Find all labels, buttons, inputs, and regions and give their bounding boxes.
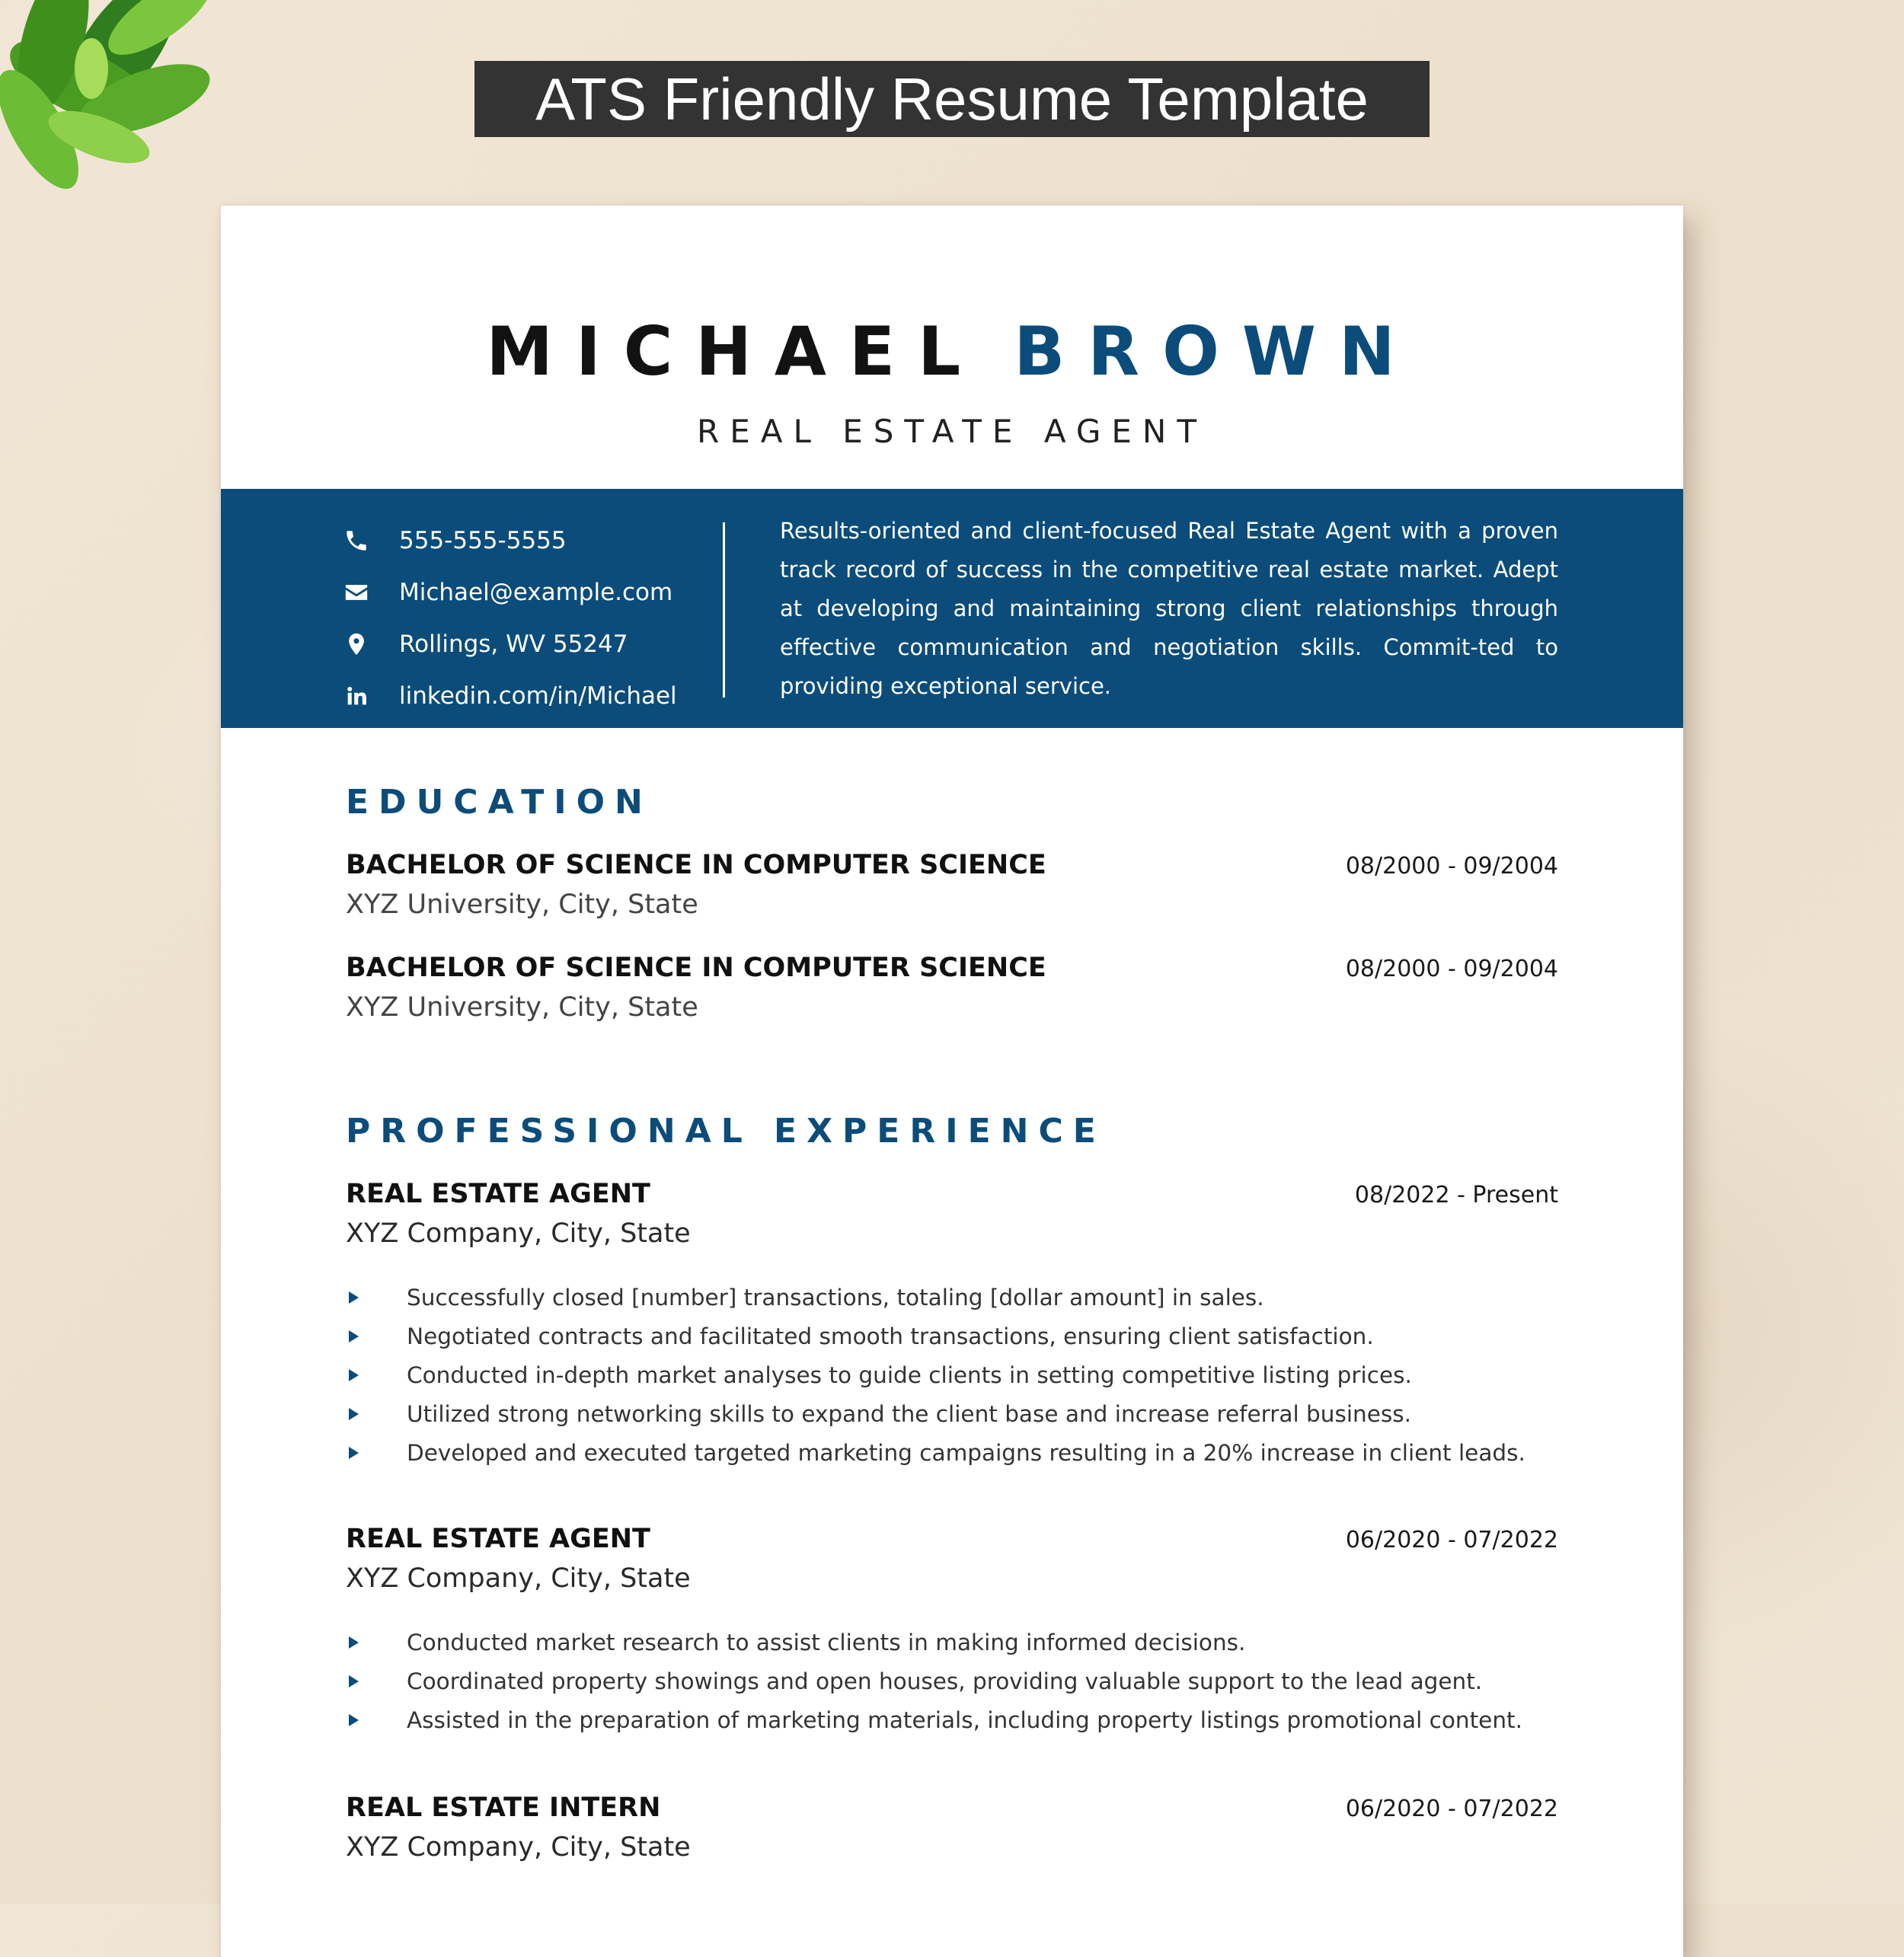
achievement-text: Utilized strong networking skills to expand the client base and increase referral business. <box>407 1400 1412 1427</box>
experience-entry-header <box>346 1524 1558 1554</box>
experience-dates: 06/2020 - 07/2022 <box>1345 1796 1558 1822</box>
last-name: BROWN <box>1014 312 1418 391</box>
achievement-text: Successfully closed [number] transactions, totaling [dollar amount] in sales. <box>407 1284 1264 1311</box>
first-name: MICHAEL <box>486 312 984 391</box>
email-text: Michael@example.com <box>399 579 673 606</box>
position-title: REAL ESTATE AGENT <box>346 1179 650 1209</box>
experience-entry <box>346 1179 1558 1472</box>
education-dates: 08/2000 - 09/2004 <box>1345 956 1558 982</box>
degree-title: BACHELOR OF SCIENCE IN COMPUTER SCIENCE <box>346 953 1046 983</box>
leaf-group <box>0 0 223 200</box>
phone-text: 555-555-5555 <box>399 527 567 554</box>
achievement-text: Developed and executed targeted marketing campaigns resulting in a 20% increase in client leads. <box>407 1439 1525 1466</box>
education-dates: 08/2000 - 09/2004 <box>1345 853 1558 880</box>
bullet-arrow-icon <box>349 1714 359 1726</box>
profile-summary: Results-oriented and client-focused Real Estate Agent with a proven track record of success in the competitive real estate market. Adept at developing and maintaining strong client relationships through effective communication and negotiation skills. Commit-ted to providing exceptional service. <box>780 518 1558 699</box>
achievement-item <box>346 1278 1558 1317</box>
achievement-text: Conducted in-depth market analyses to guide clients in setting competitive listing prices. <box>407 1362 1412 1388</box>
achievement-item <box>346 1433 1558 1472</box>
experience-heading: PROFESSIONAL EXPERIENCE <box>346 1112 1106 1151</box>
education-entry-header <box>346 953 1558 983</box>
company-name: XYZ Company, City, State <box>346 1218 691 1249</box>
achievement-item <box>346 1623 1558 1662</box>
experience-entry <box>346 1793 1558 1863</box>
linkedin-icon <box>343 682 370 710</box>
contact-location <box>343 618 677 670</box>
education-entry <box>346 953 1558 1023</box>
job-title: REAL ESTATE AGENT <box>697 413 1207 450</box>
education-entry-header <box>346 850 1558 880</box>
bullet-arrow-icon <box>349 1408 359 1420</box>
achievement-item <box>346 1700 1558 1739</box>
bullet-arrow-icon <box>349 1675 359 1687</box>
contact-summary-band <box>221 489 1683 728</box>
banner-title: ATS Friendly Resume Template <box>474 61 1430 137</box>
education-heading: EDUCATION <box>346 783 653 822</box>
position-title: REAL ESTATE AGENT <box>346 1524 650 1554</box>
experience-entry-header <box>346 1793 1558 1823</box>
location-text: Rollings, WV 55247 <box>399 631 628 658</box>
candidate-name <box>221 312 1683 391</box>
company-name: XYZ Company, City, State <box>346 1832 691 1863</box>
bullet-arrow-icon <box>349 1447 359 1459</box>
degree-title: BACHELOR OF SCIENCE IN COMPUTER SCIENCE <box>346 850 1046 880</box>
achievement-list <box>346 1278 1558 1472</box>
email-icon <box>343 579 370 606</box>
experience-dates: 06/2020 - 07/2022 <box>1345 1527 1558 1553</box>
achievement-item <box>346 1317 1558 1355</box>
education-entry <box>346 850 1558 920</box>
plant-decoration <box>0 0 289 228</box>
contact-email <box>343 567 677 618</box>
resume-page <box>221 206 1683 1957</box>
contact-linkedin <box>343 670 677 722</box>
bullet-arrow-icon <box>349 1636 359 1649</box>
contact-phone <box>343 515 677 567</box>
band-divider <box>723 522 725 698</box>
achievement-item <box>346 1355 1558 1394</box>
location-pin-icon <box>343 631 370 658</box>
company-name: XYZ Company, City, State <box>346 1563 691 1594</box>
linkedin-text: linkedin.com/in/Michael <box>399 682 677 710</box>
achievement-text: Conducted market research to assist clients in making informed decisions. <box>407 1629 1246 1655</box>
bullet-arrow-icon <box>349 1291 359 1304</box>
achievement-item <box>346 1394 1558 1433</box>
achievement-text: Coordinated property showings and open houses, providing valuable support to the lead agent. <box>407 1668 1483 1694</box>
school-name: XYZ University, City, State <box>346 889 698 920</box>
school-name: XYZ University, City, State <box>346 992 698 1023</box>
position-title: REAL ESTATE INTERN <box>346 1793 661 1823</box>
bullet-arrow-icon <box>349 1369 359 1381</box>
achievement-list <box>346 1623 1558 1739</box>
achievement-text: Assisted in the preparation of marketing materials, including property listings promotional content. <box>407 1706 1522 1733</box>
achievement-item <box>346 1662 1558 1700</box>
bullet-arrow-icon <box>349 1330 359 1342</box>
experience-dates: 08/2022 - Present <box>1354 1182 1558 1208</box>
experience-entry-header <box>346 1179 1558 1209</box>
contact-list <box>343 515 677 722</box>
experience-entry <box>346 1524 1558 1739</box>
phone-icon <box>343 527 370 554</box>
achievement-text: Negotiated contracts and facilitated smooth transactions, ensuring client satisfaction. <box>407 1323 1374 1349</box>
